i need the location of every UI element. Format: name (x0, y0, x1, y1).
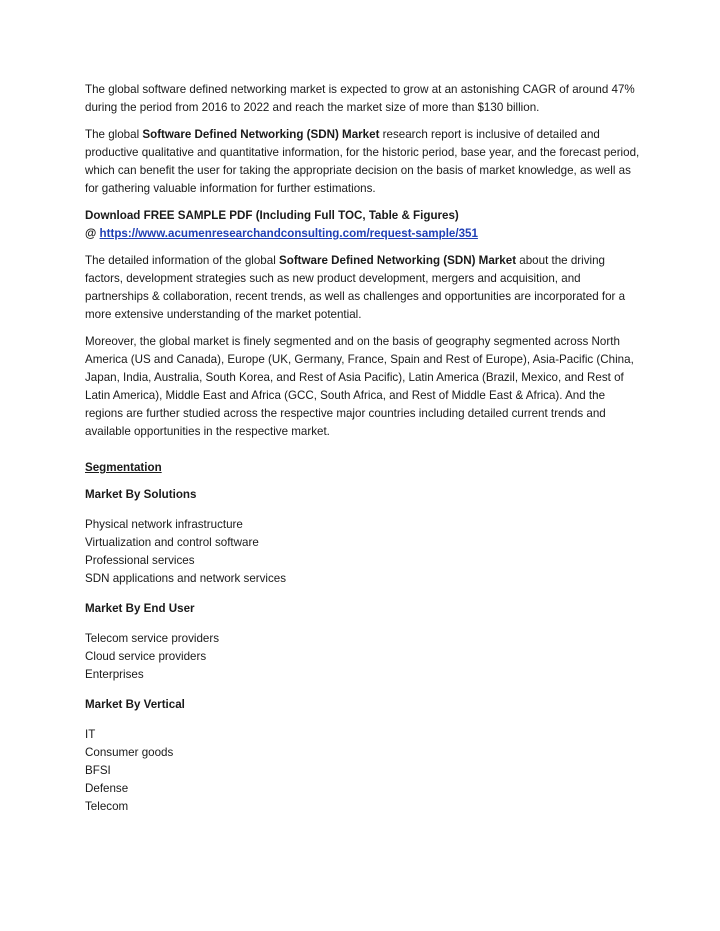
download-link-line (85, 225, 645, 243)
list-item: BFSI (85, 764, 111, 777)
segmentation-heading: Segmentation (85, 461, 162, 474)
list-item: Cloud service providers (85, 650, 207, 663)
paragraph-text: The global (85, 128, 143, 141)
list-item: Enterprises (85, 668, 144, 681)
report-description-paragraph (85, 126, 645, 198)
list-item: Defense (85, 782, 129, 795)
list-item: Physical network infrastructure (85, 518, 243, 531)
list-item: IT (85, 728, 96, 741)
paragraph-text: about the driving factors, development strategies such as new product development, mergers and acquisition, and partnerships & collaboration, recent trends, as well as challenges and opportunities are incorporated for a more extensive understanding of the market potential. (85, 254, 626, 321)
at-symbol: @ (85, 227, 100, 240)
paragraph-text: research report is inclusive of detailed and productive qualitative and quantitative information, for the historic period, base year, and the forecast period, which can benefit the user for taking the appropriate decision on the basis of market knowledge, as well as for gathering valuable information for further estimations. (85, 128, 640, 195)
market-name-bold: Software Defined Networking (SDN) Market (279, 254, 517, 267)
list-item: Professional services (85, 554, 195, 567)
download-sample-block (85, 207, 645, 243)
list-item: Telecom (85, 800, 129, 813)
solutions-list (85, 516, 645, 588)
geography-paragraph: Moreover, the global market is finely segmented and on the basis of geography segmented across North America (US and Canada), Europe (UK, Germany, France, Spain and Rest of Europe), Asia-Pacific (China, Japan, India, Australia, South Korea, and Rest of Asia Pacific), Latin America (Brazil, Mexico, and Rest of Latin America), Middle East and Africa (GCC, South Africa, and Rest of Middle East & Africa). And the regions are further studied across the respective major countries including detailed current trends and available opportunities in the respective market. (85, 335, 634, 438)
solutions-heading: Market By Solutions (85, 488, 197, 501)
end-user-list (85, 630, 645, 684)
download-sample-label: Download FREE SAMPLE PDF (Including Full TOC, Table & Figures) (85, 209, 459, 222)
vertical-list (85, 726, 645, 816)
intro-paragraph: The global software defined networking market is expected to grow at an astonishing CAGR of around 47% during the period from 2016 to 2022 and reach the market size of more than $130 billion. (85, 83, 635, 114)
request-sample-link[interactable]: https://www.acumenresearchandconsulting.com/request-sample/351 (99, 227, 478, 240)
vertical-heading: Market By Vertical (85, 698, 185, 711)
list-item: Telecom service providers (85, 632, 220, 645)
list-item: Consumer goods (85, 746, 174, 759)
market-name-bold: Software Defined Networking (SDN) Market (142, 128, 380, 141)
document-page (85, 81, 645, 825)
end-user-heading: Market By End User (85, 602, 195, 615)
list-item: Virtualization and control software (85, 536, 259, 549)
list-item: SDN applications and network services (85, 572, 287, 585)
paragraph-text: The detailed information of the global (85, 254, 279, 267)
detailed-information-paragraph (85, 252, 645, 324)
